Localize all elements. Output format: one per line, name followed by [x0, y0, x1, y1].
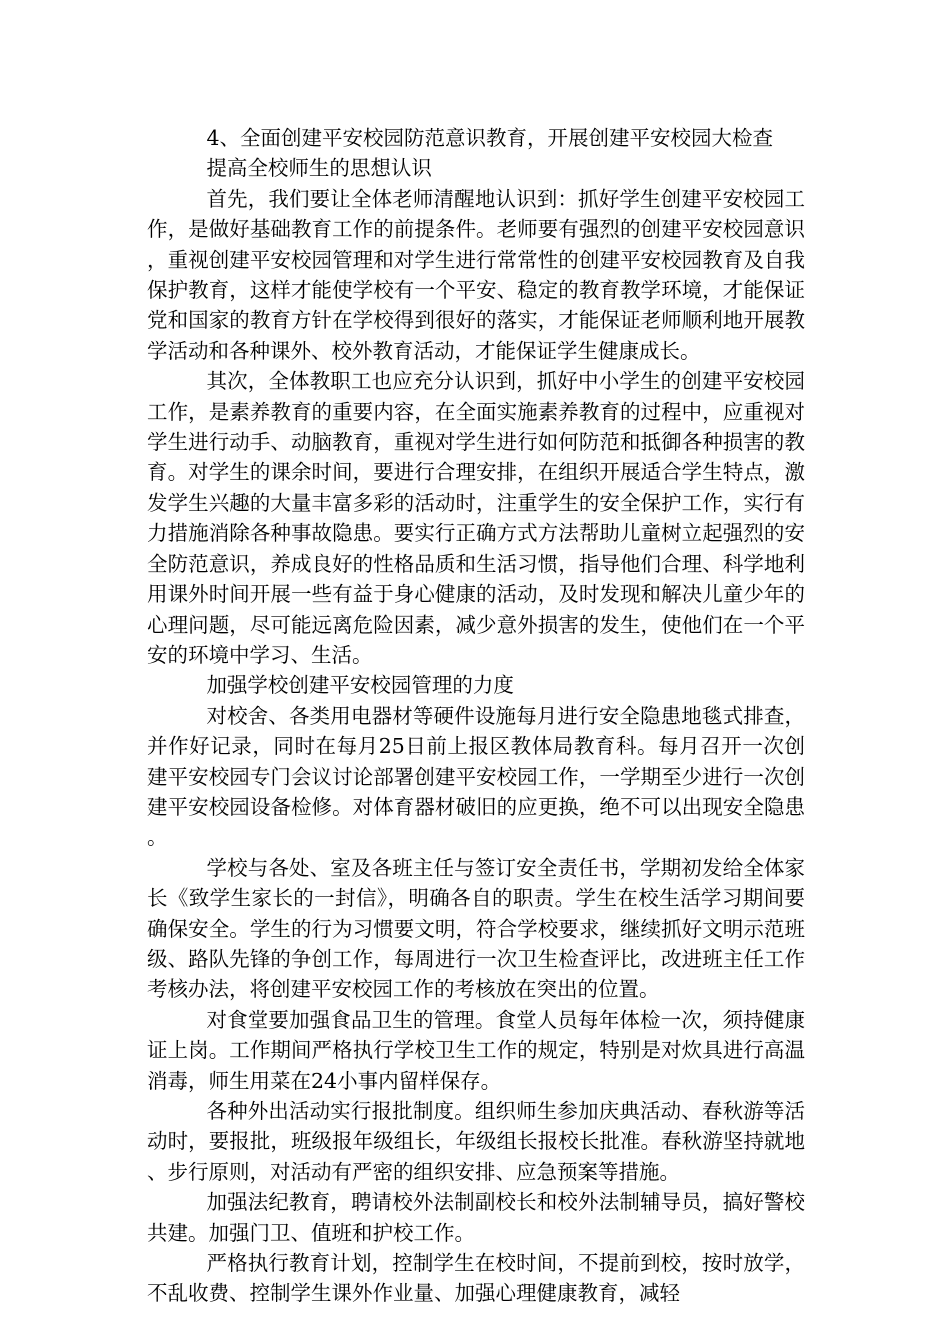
- document-page: [147, 123, 805, 1309]
- subheading-awareness: 提高全校师生的思想认识: [206, 156, 432, 181]
- paragraph-canteen: 对食堂要加强食品卫生的管理。食堂人员每年体检一次，须持健康证上岗。工作期间严格执行学校卫生工作的规定，特别是对炊具进行高温消毒，师生用菜在24小事内留样保存。: [147, 1007, 805, 1093]
- subheading-management: 加强学校创建平安校园管理的力度: [206, 673, 514, 698]
- paragraph-facilities: 对校舍、各类用电器材等硬件设施每月进行安全隐患地毯式排查，并作好记录，同时在每月25日前上报区教体局教育科。每月召开一次创建平安校园专门会议讨论部署创建平安校园工作，一学期至少进行一次创建平安校园设备检修。对体育器材破旧的应更换，绝不可以出现安全隐患。: [147, 703, 805, 850]
- paragraph-schedule: 严格执行教育计划，控制学生在校时间，不提前到校，按时放学，不乱收费、控制学生课外作业量、加强心理健康教育，减轻: [147, 1251, 805, 1306]
- paragraph-legal: 加强法纪教育，聘请校外法制副校长和校外法制辅导员，搞好警校共建。加强门卫、值班和护校工作。: [147, 1190, 805, 1245]
- paragraph-teachers: 首先，我们要让全体老师清醒地认识到：抓好学生创建平安校园工作，是做好基础教育工作的前提条件。老师要有强烈的创建平安校园意识，重视创建平安校园管理和对学生进行常常性的创建平安校园教育及自我保护教育，这样才能使学校有一个平安、稳定的教育教学环境，才能保证党和国家的教育方针在学校得到很好的落实，才能保证老师顺利地开展教学活动和各种课外、校外教育活动，才能保证学生健康成长。: [147, 186, 805, 363]
- paragraph-outings: 各种外出活动实行报批制度。组织师生参加庆典活动、春秋游等活动时，要报批，班级报年级组长，年级组长报校长批准。春秋游坚持就地、步行原则，对活动有严密的组织安排、应急预案等措施。: [147, 1099, 805, 1184]
- section-title-4: 4、全面创建平安校园防范意识教育，开展创建平安校园大检查: [206, 126, 773, 150]
- paragraph-responsibility: 学校与各处、室及各班主任与签订安全责任书，学期初发给全体家长《致学生家长的一封信》，明确各自的职责。学生在校生活学习期间要确保安全。学生的行为习惯要文明，符合学校要求，继续抓好文明示范班级、路队先锋的争创工作，每周进行一次卫生检查评比，改进班主任工作考核办法，将创建平安校园工作的考核放在突出的位置。: [147, 855, 805, 1002]
- paragraph-staff: 其次，全体教职工也应充分认识到，抓好中小学生的创建平安校园工作，是素养教育的重要内容，在全面实施素养教育的过程中，应重视对学生进行动手、动脑教育，重视对学生进行如何防范和抵御各种损害的教育。对学生的课余时间，要进行合理安排，在组织开展适合学生特点，激发学生兴趣的大量丰富多彩的活动时，注重学生的安全保护工作，实行有力措施消除各种事故隐患。要实行正确方式方法帮助儿童树立起强烈的安全防范意识，养成良好的性格品质和生活习惯，指导他们合理、科学地利用课外时间开展一些有益于身心健康的活动，及时发现和解决儿童少年的心理问题，尽可能远离危险因素，减少意外损害的发生，使他们在一个平安的环境中学习、生活。: [147, 369, 805, 667]
